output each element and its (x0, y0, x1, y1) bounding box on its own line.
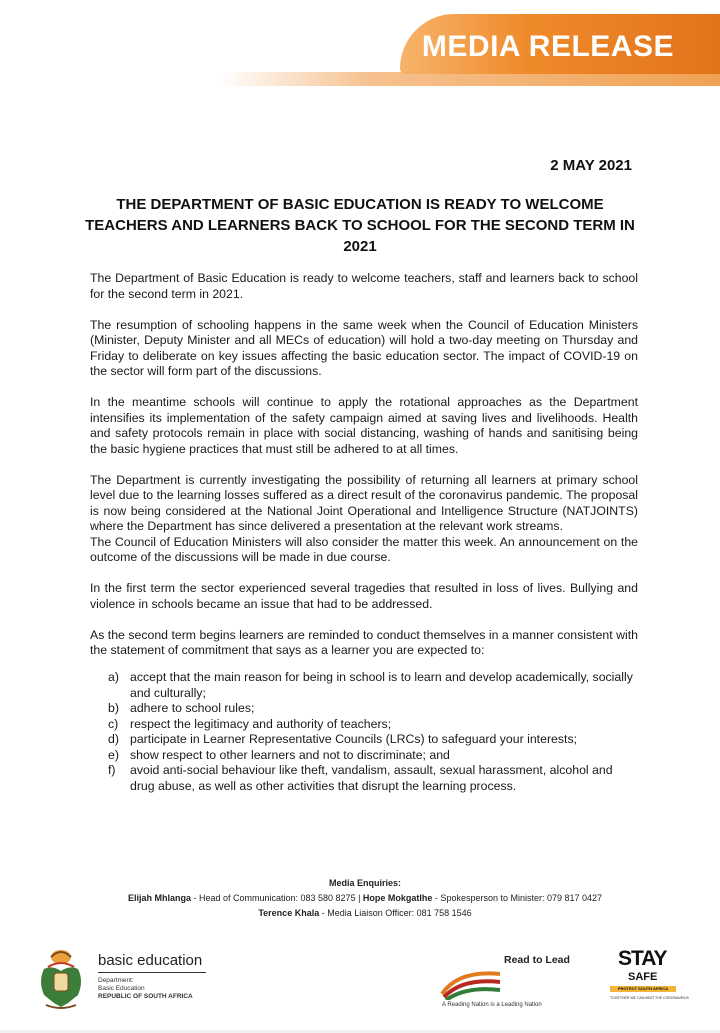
media-enquiries (70, 876, 660, 921)
read-to-lead-tagline: A Reading Nation is a Leading Nation (442, 1002, 542, 1008)
enquiries-line-1 (70, 891, 660, 906)
contact-name: Hope Mokgatlhe (362, 893, 433, 903)
dept-line: Department: (98, 977, 134, 984)
paragraph: As the second term begins learners are reminded to conduct themselves in a manner consistent with the statement of commitment that says as a learner you are expected to: (90, 627, 638, 657)
book-swoosh-icon (438, 964, 504, 1000)
contact-role: - Media Liaison Officer: 081 758 1546 (319, 908, 472, 918)
list-marker: d) (108, 732, 119, 746)
paragraph: The Council of Education Ministers will also consider the matter this week. An announcement on the outcome of the discussions will be made in due course. (90, 534, 638, 564)
contact-role: - Spokesperson to Minister: 079 817 0427 (432, 893, 603, 903)
headline: THE DEPARTMENT OF BASIC EDUCATION IS READY TO WELCOME TEACHERS AND LEARNERS BACK TO SCHOOL FOR THE SECOND TERM IN 2021 (85, 196, 635, 255)
release-date: 2 MAY 2021 (550, 157, 632, 174)
release-body (90, 271, 638, 794)
list-marker: f) (108, 763, 116, 777)
stay-safe-bar-text: PROTECT SOUTH AFRICA (617, 986, 669, 991)
list-item-text: participate in Learner Representative Councils (LRCs) to safeguard your interests; (130, 732, 578, 746)
enquiries-heading: Media Enquiries: (328, 878, 401, 888)
list-item-text: respect the legitimacy and authority of teachers; (130, 716, 392, 731)
list-marker: b) (108, 701, 119, 715)
paragraph: The Department is currently investigating the possibility of returning all learners at primary school level due to the learning losses suffered as a direct result of the coronavirus pandemic. The proposal is now being considered at the National Joint Operational and Intelligence Structure (NATJOINTS) where the Department has since delivered a presentation at the relevant work streams. (90, 472, 638, 533)
list-item (108, 717, 638, 733)
paragraph: The resumption of schooling happens in the same week when the Council of Education Ministers (Minister, Deputy Minister and all MECs of education) will hold a two-day meeting on Thursday and Friday to deliberate on key issues affecting the basic education sector. The impact of COVID-19 on the sector will form part of the discussions. (90, 317, 638, 378)
list-marker: c) (108, 716, 119, 731)
dept-line: Basic Education (98, 985, 145, 992)
list-item (108, 670, 638, 701)
list-marker: e) (108, 747, 119, 762)
stay-safe-small-text: TOGETHER WE CAN BEAT THE CORONAVIRUS (610, 996, 689, 1000)
stay-word: STAY (618, 947, 667, 970)
media-release-banner (0, 0, 720, 120)
stay-safe-logo (594, 945, 689, 1015)
banner-title: MEDIA RELEASE (421, 30, 674, 63)
stay-safe-bar (610, 986, 676, 992)
list-item-text: adhere to school rules; (130, 701, 255, 715)
list-item (108, 763, 638, 794)
contact-role: - Head of Communication: 083 580 8275 | (190, 893, 363, 903)
list-marker: a) (108, 670, 119, 684)
paragraph: In the meantime schools will continue to apply the rotational approaches as the Department intensifies its implementation of the safety campaign aimed at saving lives and livelihoods. Health and safety protocols remain in place with social distancing, washing of hands and sanitising being the basic hygiene practices that must still be adhered to at all times. (90, 395, 638, 456)
read-to-lead-label: Read to Lead (504, 954, 570, 966)
paragraph: In the first term the sector experienced several tragedies that resulted in loss of lives. Bullying and violence in schools became an issue that had to be addressed. (90, 581, 638, 611)
list-item (108, 748, 638, 764)
coat-of-arms-icon (34, 945, 88, 1013)
read-to-lead-logo (438, 950, 588, 1020)
contact-name: Terence Khala (258, 908, 320, 918)
banner-stripe (220, 72, 720, 86)
dept-line: REPUBLIC OF SOUTH AFRICA (98, 993, 193, 1000)
enquiries-line-2 (70, 906, 660, 921)
contact-name: Elijah Mhlanga (127, 893, 191, 903)
list-item-text: show respect to other learners and not to discriminate; and (130, 747, 450, 762)
department-logo (98, 952, 206, 1001)
safe-word: SAFE (628, 971, 658, 983)
list-item (108, 732, 638, 748)
dept-brand: basic education (98, 952, 206, 973)
commitment-list (108, 670, 638, 794)
paragraph: The Department of Basic Education is ready to welcome teachers, staff and learners back to school for the second term in 2021. (90, 271, 638, 301)
list-item-text: accept that the main reason for being in school is to learn and develop academically, socially and culturally; (130, 670, 633, 700)
list-item (108, 701, 638, 717)
list-item-text: avoid anti-social behaviour like theft, vandalism, assault, sexual harassment, alcohol and drug abuse, as well as other activities that disrupt the learning process. (130, 763, 613, 793)
